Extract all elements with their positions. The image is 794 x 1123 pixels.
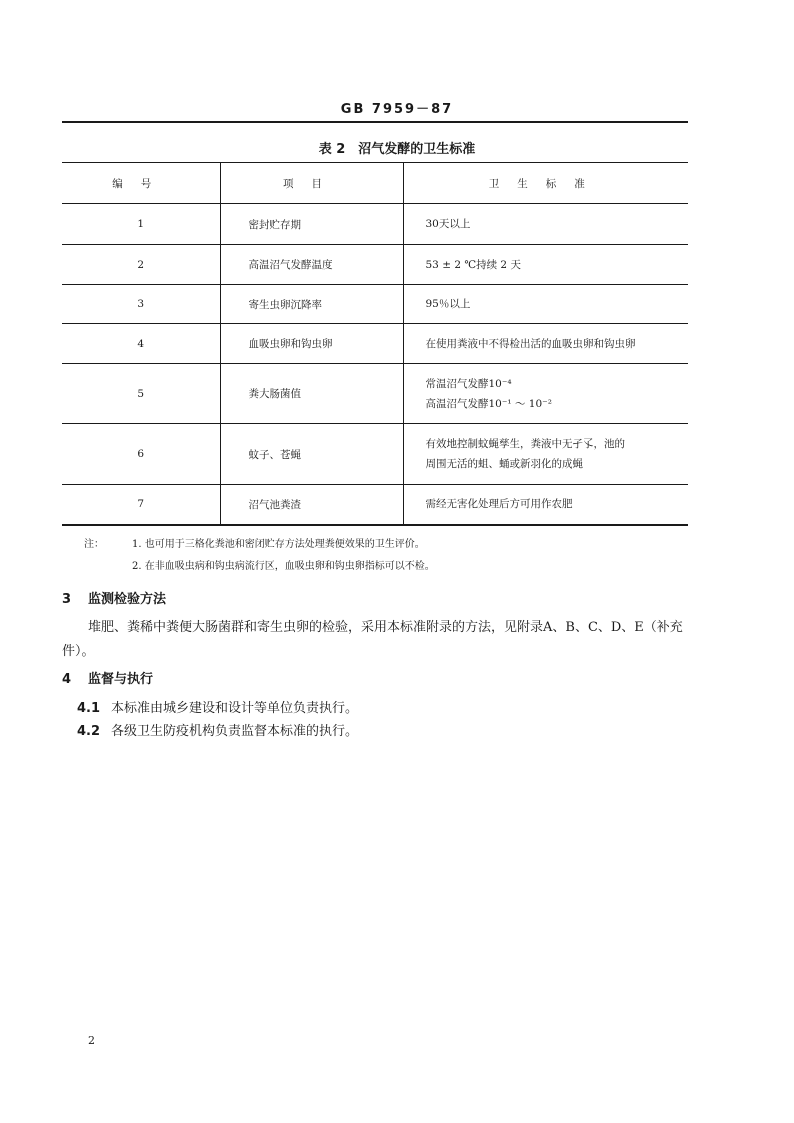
- clause-4-1: 4.1 本标准由城乡建设和设计等单位负责执行。: [77, 701, 359, 716]
- cell-item: 粪大肠菌值: [220, 364, 403, 424]
- note-1: 注： 1. 也可用于三格化粪池和密闭贮存方法处理粪便效果的卫生评价。: [84, 539, 425, 550]
- cell-standard: 有效地控制蚊蝇孳生，粪液中无孑孓，池的 周围无活的蛆、蛹或新羽化的成蝇: [403, 424, 688, 485]
- cell-item: 高温沼气发酵温度: [220, 245, 403, 285]
- cell-number: 4: [62, 324, 220, 364]
- cell-item: 密封贮存期: [220, 204, 403, 245]
- cell-item: 沼气池粪渣: [220, 485, 403, 525]
- table-row: [62, 485, 688, 525]
- cell-standard: 53 ± 2 ℃持续 2 天: [403, 245, 688, 285]
- column-header-item: 项目: [220, 163, 403, 204]
- section-3-text: 堆肥、粪稀中粪便大肠菌群和寄生虫卵的检验，采用本标准附录的方法，见附录A、B、C、D、E（补充件）。: [62, 620, 683, 659]
- table-header-row: [62, 163, 688, 204]
- cell-item: 蚊子、苍蝇: [220, 424, 403, 485]
- column-header-number: 编号: [62, 163, 220, 204]
- cell-number: 6: [62, 424, 220, 485]
- cell-standard: 在使用粪液中不得检出活的血吸虫卵和钩虫卵: [403, 324, 688, 364]
- cell-number: 1: [62, 204, 220, 245]
- cell-number: 5: [62, 364, 220, 424]
- table-row: [62, 324, 688, 364]
- table-row: [62, 285, 688, 324]
- table-row: [62, 245, 688, 285]
- cell-number: 7: [62, 485, 220, 525]
- page-number: 2: [88, 1034, 95, 1047]
- header-rule: [62, 121, 688, 123]
- cell-item: 寄生虫卵沉降率: [220, 285, 403, 324]
- table-title: 表 2 沼气发酵的卫生标准: [318, 142, 476, 157]
- table-row: [62, 364, 688, 424]
- column-header-standard: 卫生标准: [403, 163, 688, 204]
- cell-standard: 30天以上: [403, 204, 688, 245]
- cell-standard: 需经无害化处理后方可用作农肥: [403, 485, 688, 525]
- section-4-heading: 4 监督与执行: [62, 672, 154, 687]
- standard-code-header: GB 7959－87: [340, 102, 454, 117]
- cell-number: 3: [62, 285, 220, 324]
- cell-standard: 95％以上: [403, 285, 688, 324]
- table-row: [62, 424, 688, 485]
- cell-number: 2: [62, 245, 220, 285]
- cell-standard: 常温沼气发酵10⁻⁴ 高温沼气发酵10⁻¹ ～ 10⁻²: [403, 364, 688, 424]
- table-notes: [84, 534, 435, 578]
- table-row: [62, 204, 688, 245]
- sanitary-standard-table: [62, 162, 688, 526]
- note-2: 2. 在非血吸虫病和钩虫病流行区，血吸虫卵和钩虫卵指标可以不检。: [132, 561, 435, 572]
- section-3-heading: 3 监测检验方法: [62, 592, 167, 607]
- cell-item: 血吸虫卵和钩虫卵: [220, 324, 403, 364]
- clause-4-2: 4.2 各级卫生防疫机构负责监督本标准的执行。: [77, 724, 359, 739]
